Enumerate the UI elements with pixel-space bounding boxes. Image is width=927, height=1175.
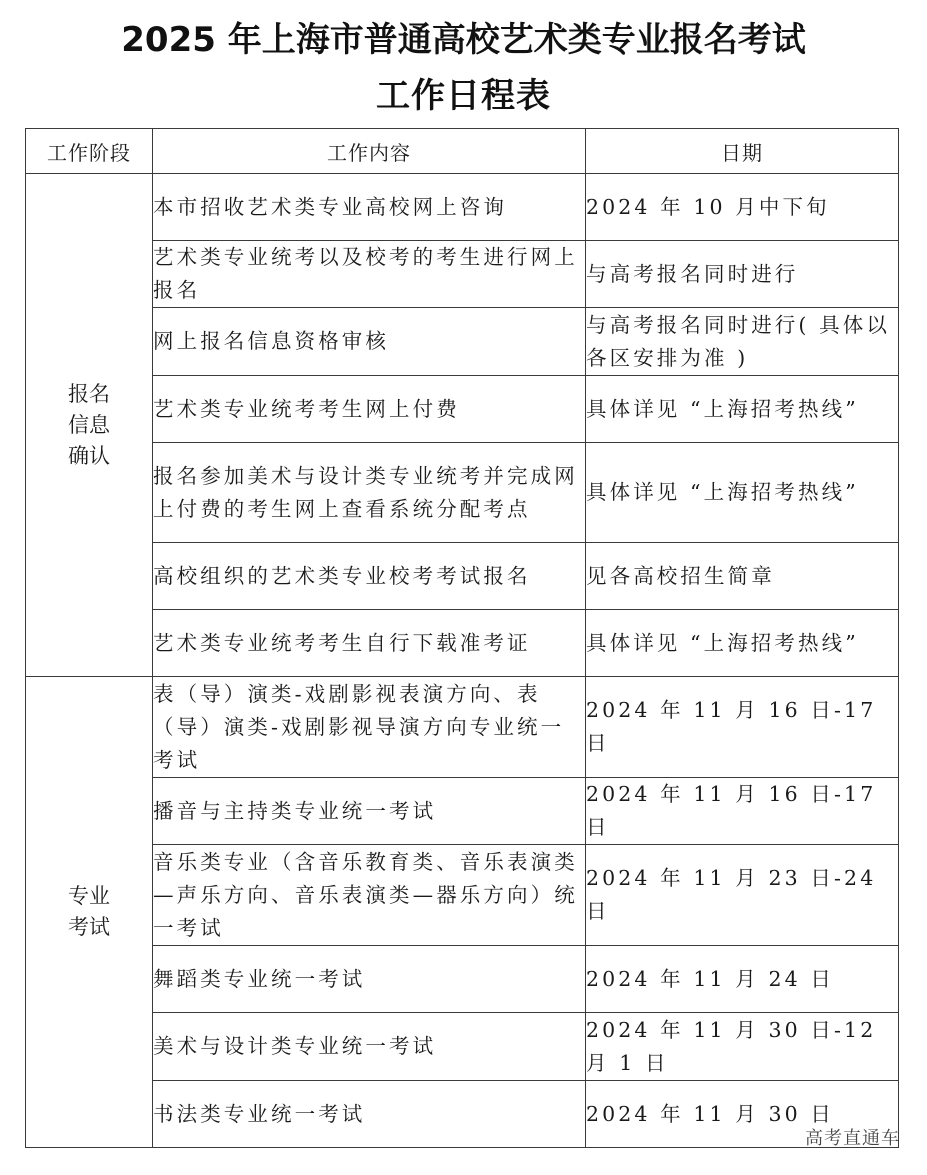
content-cell: 书法类专业统一考试 (153, 1081, 586, 1148)
table-header-row (26, 129, 899, 174)
content-cell: 播音与主持类专业统一考试 (153, 778, 586, 845)
schedule-table (25, 128, 899, 1148)
page-title-line-2: 工作日程表 (376, 76, 551, 116)
date-cell: 具体详见 “上海招考热线” (586, 376, 899, 443)
date-cell: 2024 年 11 月 16 日-17 日 (586, 677, 899, 778)
content-cell: 高校组织的艺术类专业校考考试报名 (153, 543, 586, 610)
date-cell: 2024 年 10 月中下旬 (586, 174, 899, 241)
header-content: 工作内容 (153, 129, 586, 174)
content-cell: 舞蹈类专业统一考试 (153, 946, 586, 1013)
table-row (26, 845, 899, 946)
date-cell: 与高考报名同时进行 (586, 241, 899, 308)
content-cell: 本市招收艺术类专业高校网上咨询 (153, 174, 586, 241)
table-row (26, 610, 899, 677)
stage-cell-exams (26, 677, 153, 1148)
content-cell: 艺术类专业统考考生自行下载准考证 (153, 610, 586, 677)
date-cell: 具体详见 “上海招考热线” (586, 610, 899, 677)
table-row (26, 543, 899, 610)
date-cell: 具体详见 “上海招考热线” (586, 443, 899, 543)
date-cell: 2024 年 11 月 23 日-24 日 (586, 845, 899, 946)
watermark-text: 高考直通车 (805, 1128, 900, 1149)
stage-label-line: 信息 (68, 412, 110, 437)
table-row (26, 443, 899, 543)
stage-label-line: 考试 (68, 915, 110, 939)
date-cell: 见各高校招生简章 (586, 543, 899, 610)
date-cell: 2024 年 11 月 30 日-12 月 1 日 (586, 1013, 899, 1081)
content-cell: 艺术类专业统考以及校考的考生进行网上报名 (153, 241, 586, 308)
table-row (26, 1081, 899, 1148)
content-cell: 音乐类专业（含音乐教育类、音乐表演类—声乐方向、音乐表演类—器乐方向）统一考试 (153, 845, 586, 946)
stage-cell-registration (26, 174, 153, 677)
content-cell: 报名参加美术与设计类专业统考并完成网上付费的考生网上查看系统分配考点 (153, 443, 586, 543)
table-row (26, 174, 899, 241)
stage-label-line: 报名 (68, 381, 110, 406)
date-cell: 2024 年 11 月 16 日-17 日 (586, 778, 899, 845)
page-title-line-1: 2025 年上海市普通高校艺术类专业报名考试 (121, 20, 806, 60)
table-row (26, 946, 899, 1013)
stage-label-line: 确认 (68, 443, 110, 468)
table-row (26, 677, 899, 778)
content-cell: 艺术类专业统考考生网上付费 (153, 376, 586, 443)
table-row (26, 778, 899, 845)
header-date: 日期 (586, 129, 899, 174)
content-cell: 表（导）演类-戏剧影视表演方向、表（导）演类-戏剧影视导演方向专业统一考试 (153, 677, 586, 778)
table-row (26, 1013, 899, 1081)
table-row (26, 241, 899, 308)
date-cell: 2024 年 11 月 24 日 (586, 946, 899, 1013)
table-row (26, 376, 899, 443)
content-cell: 网上报名信息资格审核 (153, 308, 586, 376)
date-cell: 2024 年 11 月 30 日 (586, 1081, 899, 1148)
content-cell: 美术与设计类专业统一考试 (153, 1013, 586, 1081)
stage-label-line: 专业 (68, 884, 110, 908)
table-row (26, 308, 899, 376)
date-cell: 与高考报名同时进行( 具体以各区安排为准 ) (586, 308, 899, 376)
header-stage: 工作阶段 (26, 129, 153, 174)
